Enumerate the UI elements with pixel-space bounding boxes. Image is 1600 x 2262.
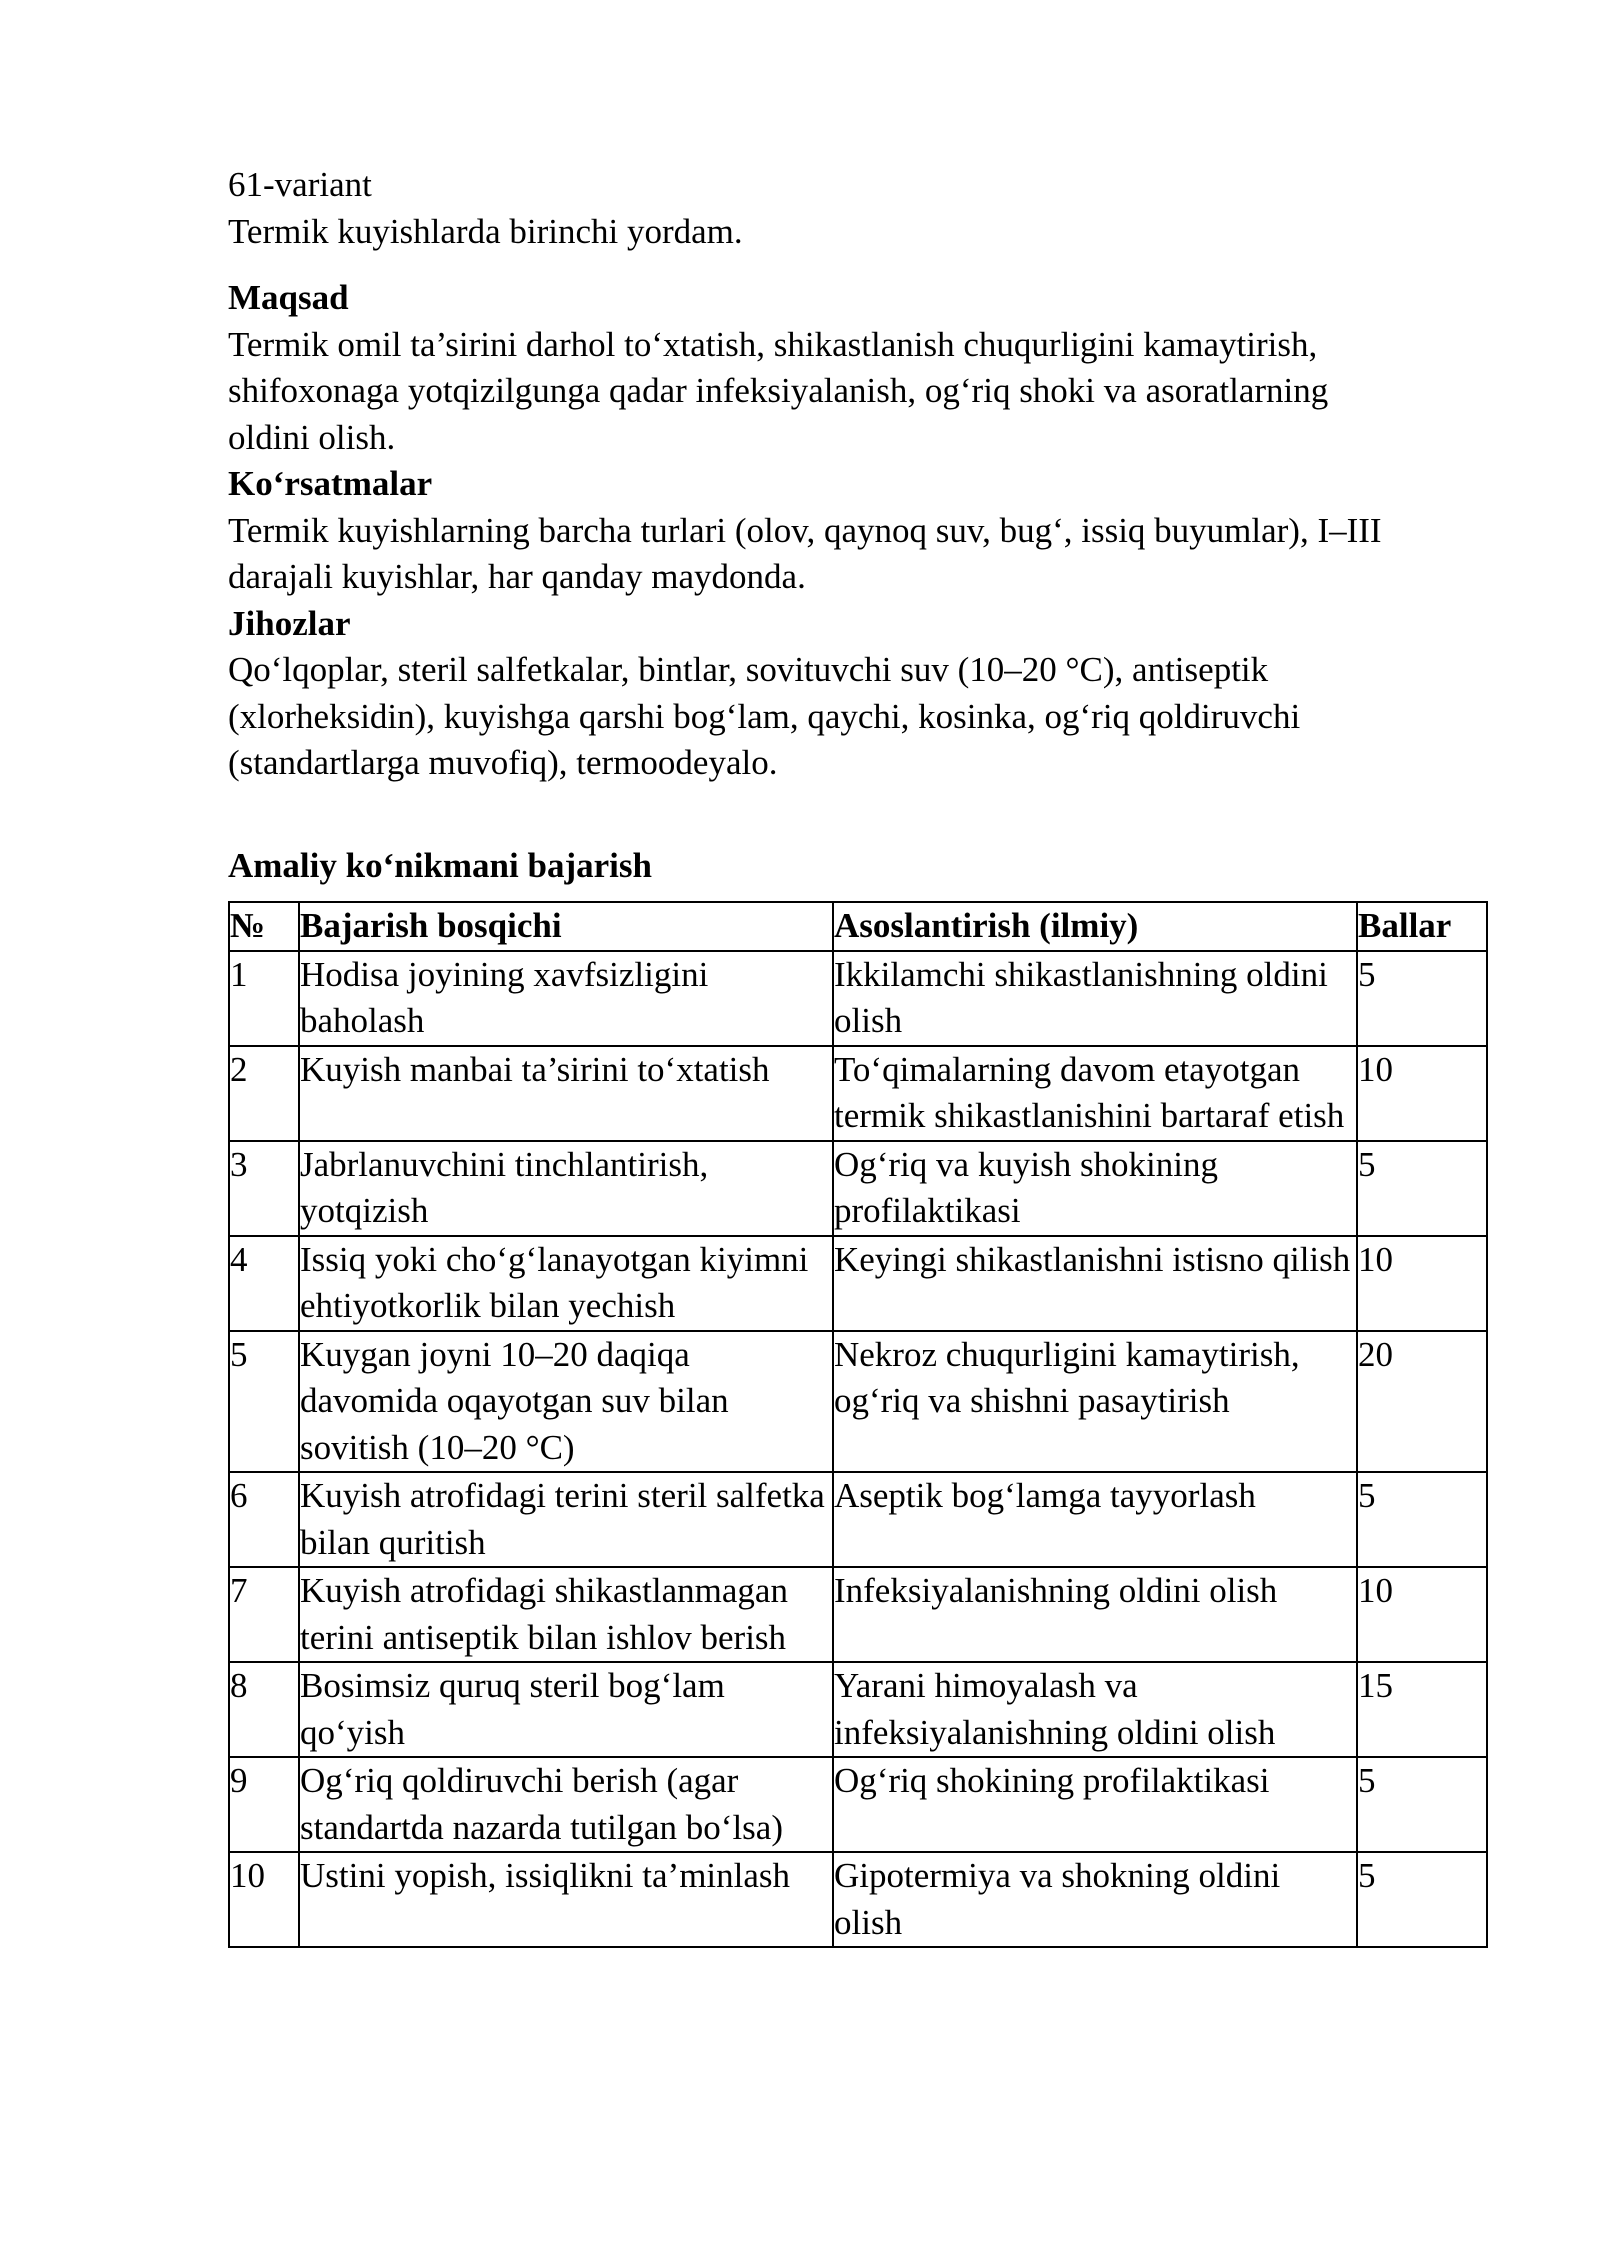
- table-row: [229, 1046, 1487, 1141]
- table-row: [229, 1852, 1487, 1947]
- table-header-row: [229, 902, 1487, 951]
- cell-number: 3: [229, 1141, 299, 1236]
- table-heading: Amaliy ko‘nikmani bajarish: [228, 845, 652, 885]
- cell-score: 5: [1357, 1141, 1487, 1236]
- table-row: [229, 1567, 1487, 1662]
- cell-step: Ustini yopish, issiqlikni ta’minlash: [299, 1852, 833, 1947]
- section-maqsad: [228, 275, 1413, 461]
- section-body: Termik omil ta’sirini darhol to‘xtatish, shikastlanish chuqurligini kamaytirish, shifoxonaga yotqizilgunga qadar infeksiyalanish, og‘riq shoki va asoratlarning oldini olish.: [228, 324, 1329, 457]
- cell-justification: To‘qimalarning davom etayotgan termik shikastlanishini bartaraf etish: [833, 1046, 1357, 1141]
- cell-score: 5: [1357, 1852, 1487, 1947]
- col-header-number: №: [229, 902, 299, 951]
- cell-step: Issiq yoki cho‘g‘lanayotgan kiyimni ehtiyotkorlik bilan yechish: [299, 1236, 833, 1331]
- cell-number: 1: [229, 951, 299, 1046]
- cell-justification: Og‘riq shokining profilaktikasi: [833, 1757, 1357, 1852]
- cell-number: 4: [229, 1236, 299, 1331]
- section-jihozlar: [228, 601, 1413, 787]
- cell-justification: Nekroz chuqurligini kamaytirish, og‘riq va shishni pasaytirish: [833, 1331, 1357, 1473]
- cell-score: 15: [1357, 1662, 1487, 1757]
- cell-step: Jabrlanuvchini tinchlantirish, yotqizish: [299, 1141, 833, 1236]
- col-header-score: Ballar: [1357, 902, 1487, 951]
- cell-step: Og‘riq qoldiruvchi berish (agar standartda nazarda tutilgan bo‘lsa): [299, 1757, 833, 1852]
- cell-step: Kuyish atrofidagi terini steril salfetka bilan quritish: [299, 1472, 833, 1567]
- table-row: [229, 1236, 1487, 1331]
- intro-block: [228, 162, 1413, 255]
- document-title: Termik kuyishlarda birinchi yordam.: [228, 211, 743, 251]
- cell-score: 5: [1357, 951, 1487, 1046]
- table-row: [229, 951, 1487, 1046]
- col-header-justification: Asoslantirish (ilmiy): [833, 902, 1357, 951]
- cell-justification: Og‘riq va kuyish shokining profilaktikasi: [833, 1141, 1357, 1236]
- table-row: [229, 1662, 1487, 1757]
- cell-justification: Keyingi shikastlanishni istisno qilish: [833, 1236, 1357, 1331]
- cell-justification: Gipotermiya va shokning oldini olish: [833, 1852, 1357, 1947]
- cell-score: 10: [1357, 1567, 1487, 1662]
- table-row: [229, 1141, 1487, 1236]
- cell-justification: Yarani himoyalash va infeksiyalanishning oldini olish: [833, 1662, 1357, 1757]
- section-body: Qo‘lqoplar, steril salfetkalar, bintlar, sovituvchi suv (10–20 °C), antiseptik (xlorheksidin), kuyishga qarshi bog‘lam, qaychi, kosinka, og‘riq qoldiruvchi (standartlarga muvofiq), termoodeyalo.: [228, 650, 1301, 782]
- cell-number: 6: [229, 1472, 299, 1567]
- cell-score: 5: [1357, 1757, 1487, 1852]
- cell-number: 5: [229, 1331, 299, 1473]
- table-row: [229, 1472, 1487, 1567]
- cell-score: 10: [1357, 1046, 1487, 1141]
- cell-number: 7: [229, 1567, 299, 1662]
- sections-block: [228, 275, 1413, 787]
- cell-step: Kuyish atrofidagi shikastlanmagan terini antiseptik bilan ishlov berish: [299, 1567, 833, 1662]
- skills-table: [228, 901, 1488, 1948]
- cell-justification: Aseptik bog‘lamga tayyorlash: [833, 1472, 1357, 1567]
- cell-number: 2: [229, 1046, 299, 1141]
- cell-step: Kuygan joyni 10–20 daqiqa davomida oqayotgan suv bilan sovitish (10–20 °C): [299, 1331, 833, 1473]
- section-heading: Maqsad: [228, 278, 349, 317]
- cell-justification: Infeksiyalanishning oldini olish: [833, 1567, 1357, 1662]
- cell-number: 10: [229, 1852, 299, 1947]
- cell-step: Hodisa joyining xavfsizligini baholash: [299, 951, 833, 1046]
- cell-score: 10: [1357, 1236, 1487, 1331]
- section-body: Termik kuyishlarning barcha turlari (olov, qaynoq suv, bug‘, issiq buyumlar), I–III darajali kuyishlar, har qanday maydonda.: [228, 510, 1382, 596]
- table-row: [229, 1757, 1487, 1852]
- cell-number: 9: [229, 1757, 299, 1852]
- variant-number: 61-variant: [228, 165, 372, 204]
- section-heading: Jihozlar: [228, 603, 351, 643]
- cell-number: 8: [229, 1662, 299, 1757]
- col-header-step: Bajarish bosqichi: [299, 902, 833, 951]
- cell-score: 5: [1357, 1472, 1487, 1567]
- table-row: [229, 1331, 1487, 1473]
- cell-score: 20: [1357, 1331, 1487, 1473]
- section-korsatmalar: [228, 461, 1413, 601]
- cell-step: Bosimsiz quruq steril bog‘lam qo‘yish: [299, 1662, 833, 1757]
- section-heading: Ko‘rsatmalar: [228, 464, 433, 503]
- cell-step: Kuyish manbai ta’sirini to‘xtatish: [299, 1046, 833, 1141]
- cell-justification: Ikkilamchi shikastlanishning oldini olish: [833, 951, 1357, 1046]
